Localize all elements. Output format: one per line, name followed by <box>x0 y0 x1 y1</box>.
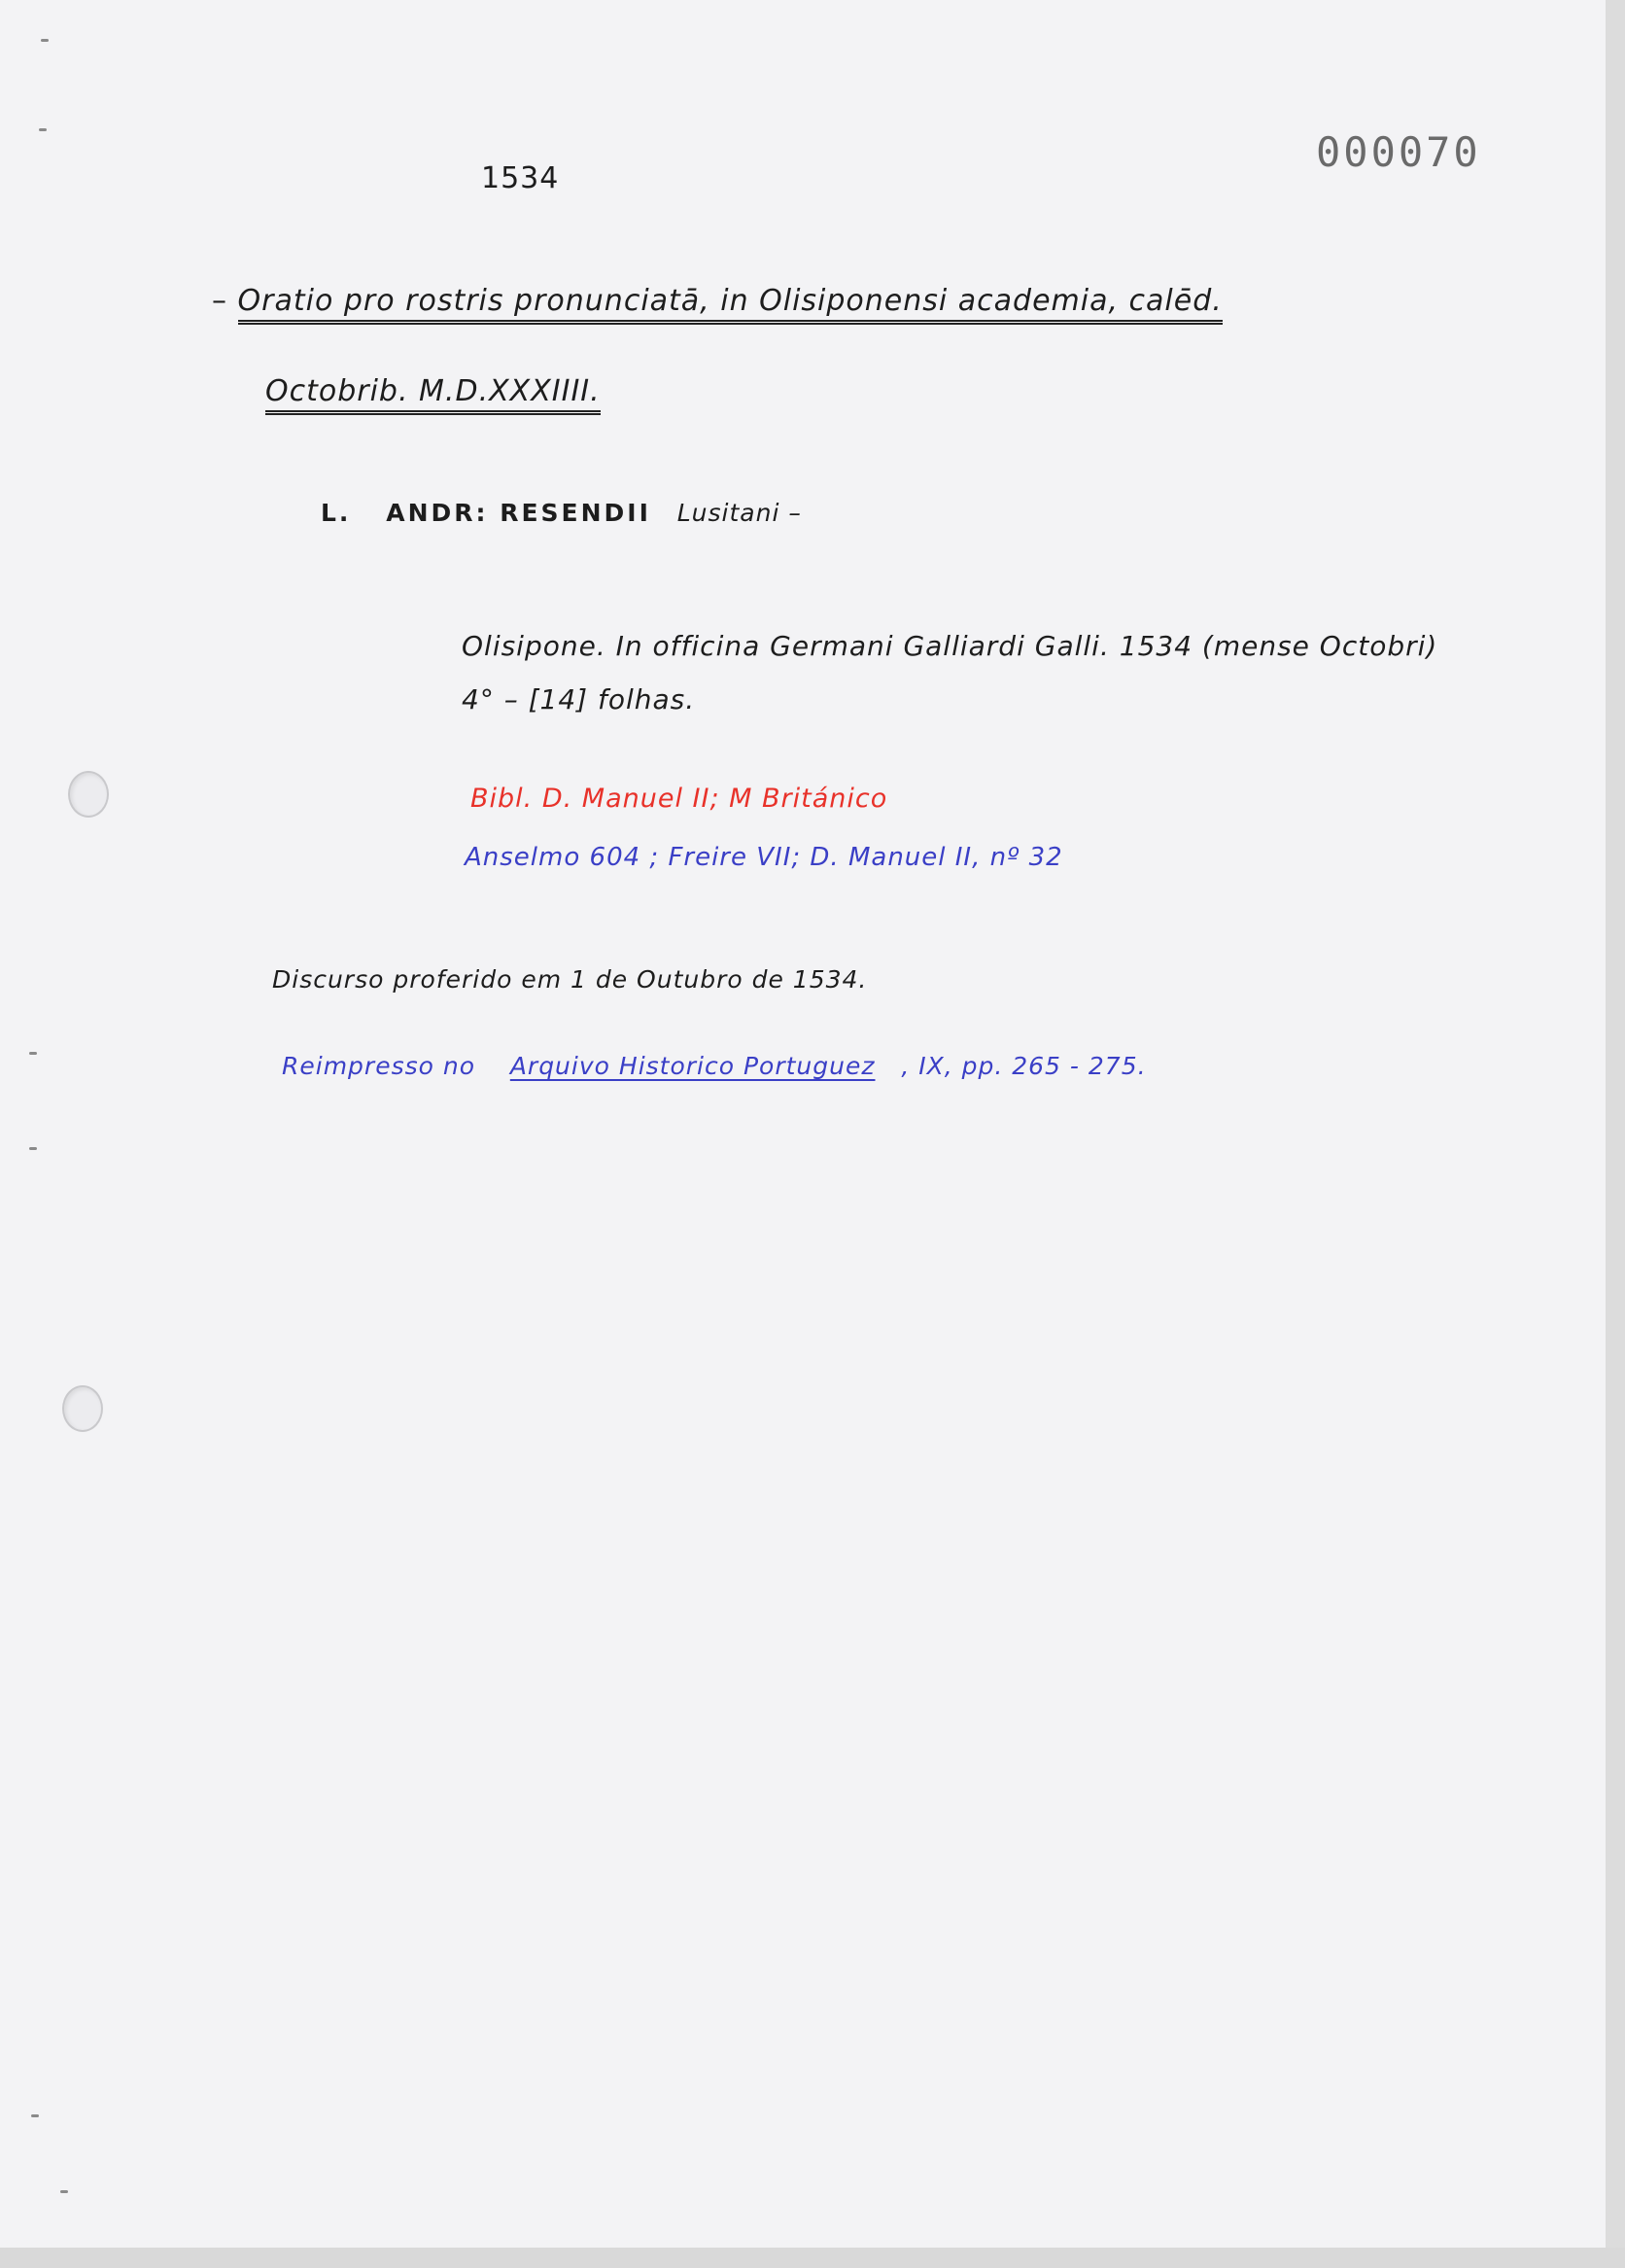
speech-note: Discurso proferido em 1 de Outubro de 1534. <box>272 965 868 994</box>
title-text-2: Octobrib. M.D.XXXIIII. <box>265 374 601 415</box>
title-text-1: Oratio pro rostris pronunciatā, in Olisiponensi academia, calēd. <box>238 284 1223 325</box>
paper-speck <box>41 39 49 42</box>
scan-edge-right <box>1606 0 1625 2268</box>
title-dash: – <box>212 284 227 318</box>
title-line-2 <box>265 374 601 408</box>
imprint-line-1: Olisipone. In officina Germani Galliardi Galli. 1534 (mense Octobri) <box>462 630 1438 662</box>
paper-speck <box>60 2190 68 2193</box>
author-line <box>321 499 802 527</box>
author-names: ANDR: RESENDII <box>386 499 651 527</box>
bibliographic-references: Anselmo 604 ; Freire VII; D. Manuel II, nº 32 <box>465 843 1063 872</box>
punch-hole-bottom <box>62 1385 103 1432</box>
reprint-suffix: , IX, pp. 265 - 275. <box>901 1052 1147 1080</box>
year-heading: 1534 <box>481 161 560 195</box>
paper-speck <box>29 1147 37 1150</box>
library-locations: Bibl. D. Manuel II; M Británico <box>470 784 888 814</box>
title-line-1 <box>212 284 1223 318</box>
punch-hole-top <box>68 771 109 818</box>
paper-speck <box>39 128 47 131</box>
author-initial: L. <box>321 499 352 527</box>
author-lusitani: Lusitani – <box>676 499 802 527</box>
imprint-line-2: 4° – [14] folhas. <box>462 683 696 715</box>
paper-speck <box>31 2114 39 2117</box>
scan-edge-bottom <box>0 2248 1625 2268</box>
reprint-work-title: Arquivo Historico Portuguez <box>509 1052 876 1080</box>
reprint-prefix: Reimpresso no <box>282 1052 476 1080</box>
paper-speck <box>29 1052 37 1055</box>
stamp-number: 000070 <box>1316 128 1481 176</box>
reprint-line <box>282 1052 1147 1080</box>
